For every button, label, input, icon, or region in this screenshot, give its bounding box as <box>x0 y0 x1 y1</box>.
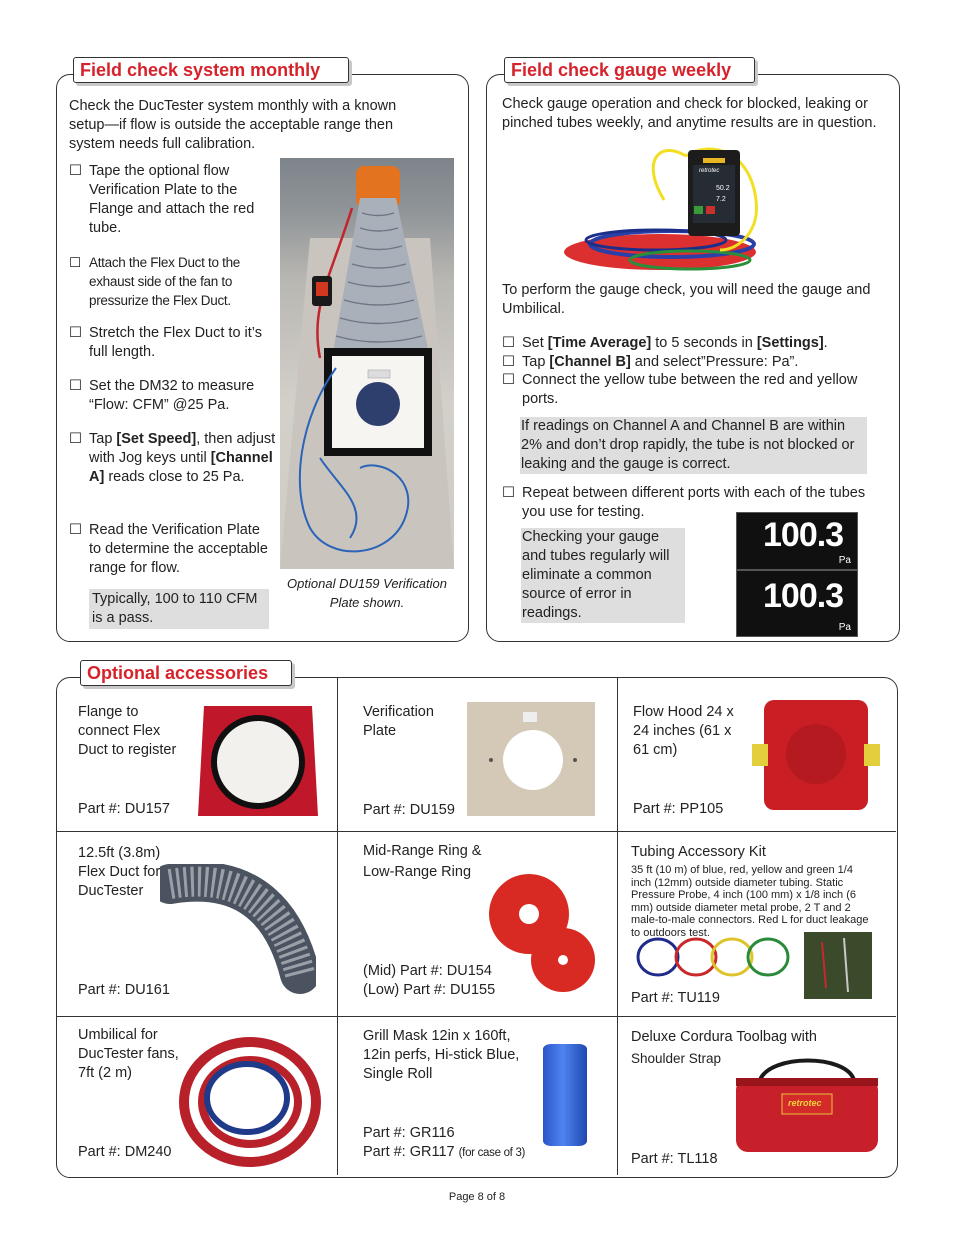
weekly-item-1: ☐ Set [Time Average] to 5 seconds in [Settings]. <box>502 335 828 351</box>
grill-part-2: Part #: GR117 (for case of 3) <box>363 1144 526 1160</box>
reading-value: 100.3 <box>763 516 844 554</box>
flex-desc: 12.5ft (3.8m) Flex Duct for DucTester <box>78 845 161 899</box>
grill-roll-image <box>543 1044 587 1146</box>
grill-desc: Grill Mask 12in x 160ft, 12in perfs, Hi-stick Blue, Single Roll <box>363 1028 520 1082</box>
monthly-note: Typically, 100 to 110 CFM is a pass. <box>89 589 269 629</box>
umbilical-image <box>177 1022 323 1168</box>
accessories-title: Optional accessories <box>80 660 292 686</box>
reading-channel-b <box>737 571 857 636</box>
page-footer: Page 8 of 8 <box>448 1191 506 1203</box>
bag-title-2: Shoulder Strap <box>631 1051 722 1066</box>
monthly-title: Field check system monthly <box>73 57 349 83</box>
weekly-intro: Check gauge operation and check for blocked, leaking or pinched tubes weekly, and anytime results are in question. <box>502 96 877 131</box>
monthly-item-1: ☐ Tape the optional flow Verification Plate to the Flange and attach the red tube. <box>69 163 255 236</box>
umbilical-part: Part #: DM240 <box>78 1144 172 1160</box>
gauge-illustration <box>560 140 776 287</box>
ring-part-mid: (Mid) Part #: DU154 <box>363 963 492 979</box>
monthly-intro: Check the DucTester system monthly with a known setup—if flow is outside the acceptable range then system needs full calibration. <box>69 98 397 152</box>
flange-part: Part #: DU157 <box>78 801 170 817</box>
checkbox-icon: ☐ <box>502 485 515 501</box>
weekly-para: To perform the gauge check, you will need the gauge and Umbilical. <box>502 282 871 317</box>
checkbox-icon: ☐ <box>69 378 82 394</box>
toolbag-image <box>730 1054 884 1156</box>
checkbox-icon: ☐ <box>502 335 515 351</box>
ring-image <box>487 864 603 996</box>
checkbox-icon: ☐ <box>502 372 515 388</box>
umbilical-desc: Umbilical for DucTester fans, 7ft (2 m) <box>78 1027 179 1081</box>
verification-setup-photo <box>280 158 454 569</box>
grid-line <box>337 678 338 1175</box>
grid-line <box>617 678 618 1175</box>
monthly-item-4: ☐ Set the DM32 to measure “Flow: CFM” @25 Pa. <box>69 378 255 413</box>
checkbox-icon: ☐ <box>69 431 82 447</box>
grid-line <box>57 831 896 832</box>
tubing-desc: 35 ft (10 m) of blue, red, yellow and green 1/4 inch (12mm) outside diameter tubing. Static Pressure Probe, 4 inch (100 mm) x 1/8 inch (6 mm) outside diameter metal probe, 2 T and 2 male-to-male connectors. Red L for duct leakage to outdoors test. <box>631 864 869 939</box>
gauge-tubes-photo <box>560 140 776 287</box>
gauge-brand-label: retrotec <box>699 168 720 174</box>
tubing-image <box>636 932 790 982</box>
plate-desc: Verification Plate <box>363 704 434 739</box>
checkbox-icon: ☐ <box>69 522 82 538</box>
monthly-caption: Optional DU159 Verification Plate shown. <box>287 576 447 610</box>
flange-image <box>198 704 318 816</box>
checkbox-icon: ☐ <box>502 354 515 370</box>
probe-image <box>804 932 872 999</box>
bag-title: Deluxe Cordura Toolbag with <box>631 1029 817 1045</box>
plate-part: Part #: DU159 <box>363 802 455 818</box>
flex-part: Part #: DU161 <box>78 982 170 998</box>
tubing-title: Tubing Accessory Kit <box>631 844 766 860</box>
reading-value: 100.3 <box>763 577 844 615</box>
weekly-item-3: ☐ Connect the yellow tube between the red and yellow ports. <box>502 372 858 407</box>
grid-line <box>57 1016 896 1017</box>
flange-desc: Flange to connect Flex Duct to register <box>78 704 177 758</box>
grill-part-1: Part #: GR116 <box>363 1125 455 1141</box>
reading-unit: Pa <box>838 622 851 633</box>
hood-desc: Flow Hood 24 x 24 inches (61 x 61 cm) <box>633 704 734 758</box>
pressure-readings-display <box>736 512 858 637</box>
hood-image <box>752 694 880 816</box>
tubing-part: Part #: TU119 <box>631 990 720 1006</box>
hood-part: Part #: PP105 <box>633 801 724 817</box>
reading-channel-a <box>737 513 857 571</box>
flex-duct-illustration <box>280 158 454 569</box>
weekly-item-repeat: ☐ Repeat between different ports with each of the tubes you use for testing. <box>502 485 866 520</box>
weekly-note-1: If readings on Channel A and Channel B are within 2% and don’t drop rapidly, the tube is not blocked or leaking and the gauge is correct. <box>520 417 867 474</box>
weekly-item-2: ☐ Tap [Channel B] and select”Pressure: Pa”. <box>502 354 799 370</box>
flex-duct-image <box>160 864 316 1000</box>
monthly-item-3: ☐ Stretch the Flex Duct to it’s full length. <box>69 325 262 360</box>
weekly-note-2: Checking your gauge and tubes regularly will eliminate a common source of error in readings. <box>521 528 685 623</box>
plate-image <box>467 702 595 816</box>
reading-unit: Pa <box>838 555 851 566</box>
ring-desc: Mid-Range Ring & Low-Range Ring <box>363 843 482 880</box>
gauge-value-a: 50.2 <box>716 185 730 192</box>
toolbag-brand-label: retrotec <box>788 1098 822 1108</box>
weekly-title: Field check gauge weekly <box>504 57 755 83</box>
gauge-value-b: 7.2 <box>716 196 726 203</box>
checkbox-icon: ☐ <box>69 325 82 341</box>
monthly-item-5: ☐ Tap [Set Speed], then adjust with Jog keys until [Channel A] reads close to 25 Pa. <box>69 431 276 485</box>
ring-part-low: (Low) Part #: DU155 <box>363 982 496 998</box>
bag-part: Part #: TL118 <box>631 1151 718 1167</box>
checkbox-icon: ☐ <box>69 255 81 270</box>
monthly-item-2: ☐ Attach the Flex Duct to the exhaust side of the fan to pressurize the Flex Duct. <box>69 255 240 308</box>
checkbox-icon: ☐ <box>69 163 82 179</box>
monthly-item-6: ☐ Read the Verification Plate to determine the acceptable range for flow. <box>69 522 268 576</box>
